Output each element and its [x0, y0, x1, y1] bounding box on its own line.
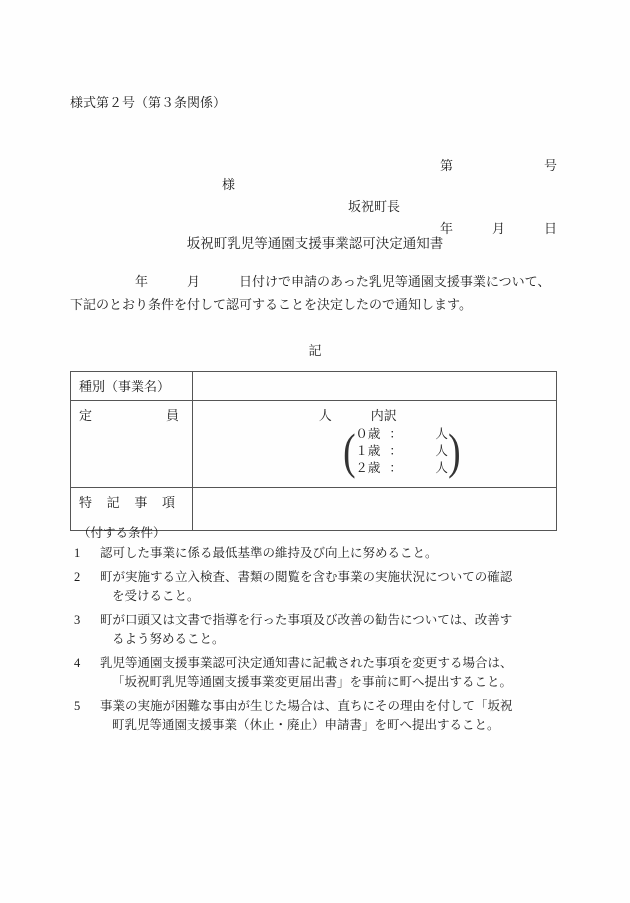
- issuer-name: 坂祝町長: [348, 199, 401, 214]
- document-title: 坂祝町乳児等通園支援事業認可決定通知書: [186, 236, 444, 251]
- table-label-type-text: 種別（事業名）: [79, 379, 171, 394]
- condition-text-4-line2: 「坂祝町乳児等通園支援事業変更届出書」を事前に町へ提出すること。: [112, 675, 513, 689]
- capacity-unit-line: 人 内訳: [318, 408, 397, 423]
- table-label-capacity-text: 定員: [79, 408, 179, 423]
- ki-mark: 記: [308, 343, 322, 358]
- condition-text-3: [100, 611, 570, 649]
- age-unit-0: 人: [435, 426, 448, 441]
- condition-text-2: [100, 568, 570, 606]
- table-row-capacity: [71, 401, 557, 488]
- age-colon-0: ：: [389, 426, 402, 441]
- condition-text-4-line1: 乳児等通園支援事業認可決定通知書に記載された事項を変更する場合は、: [100, 656, 513, 670]
- list-item: [70, 654, 570, 692]
- age-label-0: ０歳: [355, 426, 381, 441]
- condition-text-5-line2: 町乳児等通園支援事業（休止・廃止）申請書」を町へ提出すること。: [112, 718, 500, 732]
- condition-text-5: [100, 697, 570, 735]
- condition-text-5-line1: 事業の実施が困難な事由が生じた場合は、直ちにその理由を付して「坂祝: [100, 699, 513, 713]
- brace-right-icon: ): [448, 423, 461, 479]
- body-line-1: 年 月 日付けで申請のあった乳児等通園支援事業について、: [70, 274, 551, 289]
- table-label-type: [71, 372, 193, 401]
- body-line-2: 下記のとおり条件を付して認可することを決定したので通知します。: [70, 297, 472, 312]
- table-row-type: [71, 372, 557, 401]
- condition-text-1: [100, 544, 570, 563]
- list-item: [70, 611, 570, 649]
- capacity-breakdown: [201, 425, 550, 477]
- list-item: [355, 460, 448, 477]
- capacity-age-list: [355, 425, 448, 477]
- condition-text-3-line1: 町が口頭又は文書で指導を行った事項及び改善の勧告については、改善す: [100, 613, 513, 627]
- list-item: [70, 544, 570, 563]
- list-item: [70, 697, 570, 735]
- list-item: [355, 426, 448, 443]
- condition-text-2-line1: 町が実施する立入検査、書類の閲覧を含む事業の実施状況についての確認: [100, 570, 513, 584]
- table-value-type[interactable]: [192, 372, 556, 401]
- form-number: 様式第２号（第３条関係）: [70, 95, 227, 110]
- condition-number-4: 4: [74, 656, 81, 670]
- age-unit-1: 人: [435, 443, 448, 458]
- document-number-line: 第 号: [440, 158, 558, 173]
- condition-text-4: [100, 654, 570, 692]
- age-colon-2: ：: [389, 460, 402, 475]
- age-colon-1: ：: [389, 443, 402, 458]
- age-unit-2: 人: [435, 460, 448, 475]
- body-paragraph: [70, 270, 560, 316]
- document-meta: [440, 113, 557, 281]
- document-date-line: 年 月 日: [440, 221, 558, 236]
- table-value-capacity[interactable]: [192, 401, 556, 488]
- condition-text-3-line2: るよう努めること。: [112, 632, 225, 646]
- age-label-2: ２歳: [355, 460, 381, 475]
- condition-text-1-line1: 認可した事業に係る最低基準の維持及び向上に努めること。: [100, 546, 438, 560]
- list-item: [70, 568, 570, 606]
- details-table: [70, 371, 557, 531]
- table-label-capacity: [71, 401, 193, 488]
- addressee-honorific: 様: [222, 177, 236, 192]
- list-item: [355, 443, 448, 460]
- conditions-heading: （付する条件）: [78, 526, 166, 540]
- condition-number-1: 1: [74, 546, 81, 560]
- age-label-1: １歳: [355, 443, 381, 458]
- brace-left-icon: (: [342, 423, 356, 479]
- condition-number-2: 2: [74, 570, 81, 584]
- table-label-remarks-text: 特記事項: [79, 495, 175, 510]
- conditions-section: [70, 523, 570, 740]
- condition-number-3: 3: [74, 613, 81, 627]
- condition-text-2-line2: を受けること。: [112, 589, 200, 603]
- condition-number-5: 5: [74, 699, 81, 713]
